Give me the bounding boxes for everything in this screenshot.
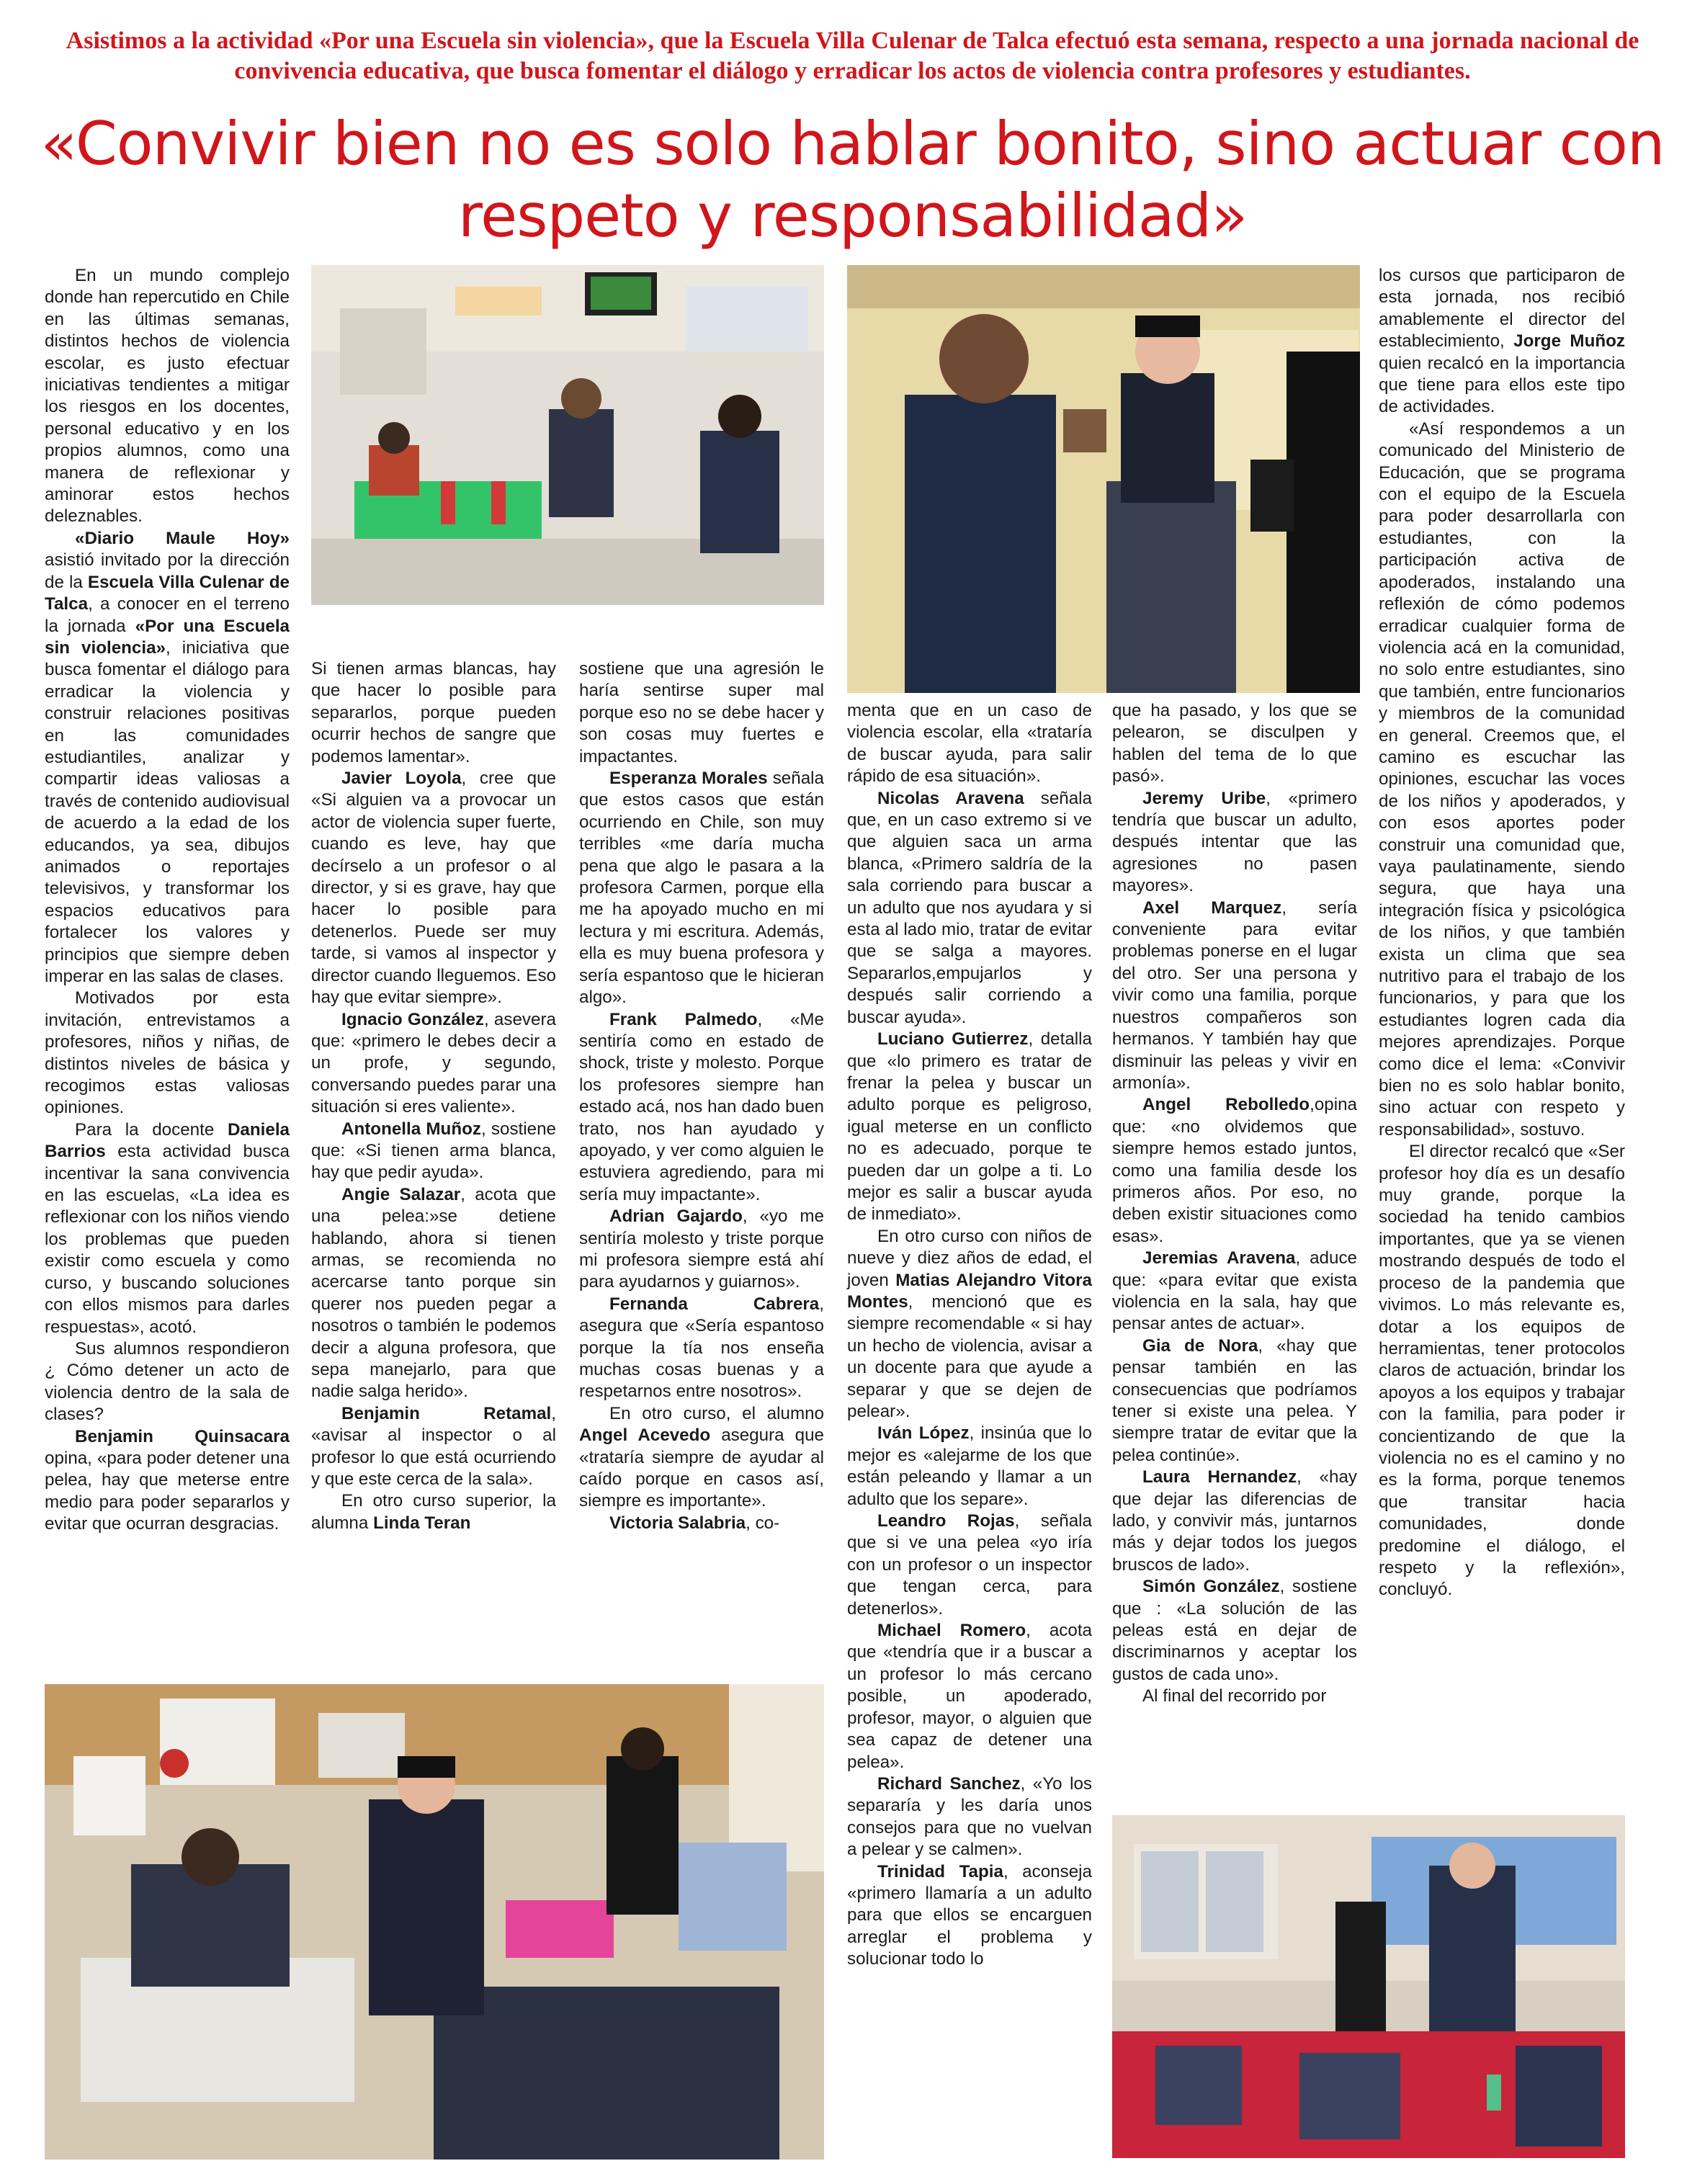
paragraph-text: , detalla que «lo primero es tratar de frenar la pelea y buscar un adulto porque es peligroso, igual meterse en un conflicto no es adecuado, porque te pueden dar un golpe a ti. Lo mejor es salir a buscar ayuda de inmediato». xyxy=(847,1029,1092,1225)
speaker-name: Nicolas Aravena xyxy=(877,788,1024,808)
speaker-name: Simón González xyxy=(1142,1577,1280,1597)
paragraph-text: asegura que «trataría siempre de ayudar al caído porque en casos así, siempre es importante». xyxy=(579,1426,824,1511)
paragraph-text: Al final del recorrido por xyxy=(1142,1686,1327,1706)
kicker: Asistimos a la actividad «Por una Escuela sin violencia», que la Escuela Villa Culenar de Talca efectuó esta semana, respecto a una jornada nacional de convivencia educativa, que busca fomentar el diálogo y erradicar los actos de violencia contra profesores y estudiantes. xyxy=(66,27,1639,84)
paragraph-text: , sería conveniente para evitar problemas ponerse en el lugar del otro. Ser una persona y vivir como una familia, porque nuestros compañeros son hermanos. Y también hay que disminuir las peleas y vivir en armonía». xyxy=(1112,898,1358,1093)
paragraph-text: En otro curso superior, la alumna xyxy=(311,1491,556,1533)
paragraph-text: sostiene que una agresión le haría sentirse super mal porque eso no se debe hacer y son cosas muy fuertes e impactantes. xyxy=(579,659,824,766)
paragraph-text: , aconseja «primero llamaría a un adulto para que ellos se encarguen arreglar el problema y solucionar todo lo xyxy=(847,1861,1092,1969)
paragraph xyxy=(45,1119,290,1338)
speaker-name: Luciano Gutierrez xyxy=(877,1029,1029,1050)
speaker-name: Adrian Gajardo xyxy=(609,1207,743,1227)
paragraph-text: , «hay que dejar las diferencias de lado, y convivir más, juntarnos más y dejar todos los juegos bruscos de lado». xyxy=(1112,1467,1357,1575)
speaker-name: Trinidad Tapia xyxy=(877,1861,1003,1881)
speaker-name: Jeremy Uribe xyxy=(1142,788,1266,808)
article-column-3 xyxy=(579,658,824,1534)
paragraph xyxy=(1112,1467,1357,1576)
paragraph-text: opina, «para poder detener una pelea, hay que meterse entre medio para poder separarlos y evitar que ocurran desgracias. xyxy=(45,1448,290,1534)
paragraph xyxy=(579,1009,824,1207)
paragraph-text: Motivados por esta invitación, entrevistamos a profesores, niños y niñas, de distintos niveles de básica y recogimos estas valiosas opiniones. xyxy=(45,988,290,1118)
paragraph xyxy=(1379,419,1625,1141)
paragraph xyxy=(1112,1248,1357,1335)
speaker-name: Jorge Muñoz xyxy=(1513,331,1625,352)
speaker-name: Jeremias Aravena xyxy=(1142,1248,1296,1268)
paragraph-text: En un mundo complejo donde han repercutido en Chile en las últimas semanas, distintos hechos de violencia escolar, es justo efectuar iniciativas tendientes a mitigar los riesgos en los docentes, personal educativo y en los propios alumnos, como una manera de reflexionar y aminorar estos hechos deleznables. xyxy=(45,266,290,527)
speaker-name: Gia de Nora xyxy=(1142,1335,1258,1356)
paragraph xyxy=(847,1861,1092,1971)
paragraph-text: En otro curso con niños de nueve y diez años de edad, el joven xyxy=(847,1226,1092,1290)
paragraph-text: , «primero tendría que buscar un adulto, después intentar que las agresiones no pasen mayores». xyxy=(1112,788,1357,896)
paragraph xyxy=(1112,1335,1357,1467)
paragraph-text: Para la docente xyxy=(75,1119,228,1140)
paragraph-text: «Así respondemos a un comunicado del Ministerio de Educación, que se programa con el equipo de la Escuela para poder desarrollarla con estudiantes, con la participación activa de apoderados, instalando una reflexión de cómo podemos erradicar cualquier forma de violencia acá en la comunidad, no solo entre estudiantes, sino que también, entre funcionarios y miembros de la comunidad en general. Creemos que, el camino es escuchar las opiniones, escuchar las voces de los niños y apoderados, y con esos aportes poder construir una comunidad que, vaya paulatinamente, siendo segura, que haya una integración física y psicológica de los niños, y que también exista un clima que sea nutritivo para el trabajo de los funcionarios, y para que los estudiantes logren cada dia mejores aprendizajes. Porque como dice el lema: «Convivir bien no es solo hablar bonito, sino actuar con respeto y responsabilidad», sostuvo. xyxy=(1379,419,1625,1140)
paragraph-text: menta que en un caso de violencia escolar, ella «trataría de buscar ayuda, para salir rápido de esa situación». xyxy=(847,701,1092,787)
paragraph-text: esta actividad busca incentivar la sana convivencia en las escuelas, «La idea es reflexionar con los niños viendo los problemas que pueden existir como escuela y como curso, y buscando soluciones con ellos mismos para darles respuestas», acotó. xyxy=(45,1142,290,1337)
article-column-2 xyxy=(311,658,556,1534)
paragraph xyxy=(1112,788,1357,898)
speaker-name: Michael Romero xyxy=(877,1621,1026,1641)
paragraph-text: , «Me sentiría como en estado de shock, triste y molesto. Porque los profesores siempre han estado acá, nos han dado buen trato, nos han ayudado y apoyado, y ver como alguien le estuviera agrediendo, para mi sería muy impactante». xyxy=(579,1009,824,1204)
speaker-name: Angel Rebolledo xyxy=(1142,1095,1310,1115)
paragraph xyxy=(311,1403,556,1491)
speaker-name: Benjamin Retamal xyxy=(341,1403,552,1423)
paragraph-text: que ha pasado, y los que se pelearon, se disculpen y hablen del tema de lo que pasó». xyxy=(1112,701,1357,787)
paragraph-text: los cursos que participaron de esta jornada, nos recibió amablemente el director del establecimiento, xyxy=(1379,266,1625,352)
paragraph xyxy=(847,1423,1092,1511)
paragraph xyxy=(847,700,1092,788)
paragraph xyxy=(847,1511,1092,1620)
speaker-name: Antonella Muñoz xyxy=(341,1119,481,1139)
paragraph xyxy=(311,768,556,1008)
paragraph xyxy=(1112,898,1357,1095)
photo-director-interview xyxy=(847,265,1360,693)
paragraph xyxy=(311,1490,556,1534)
paragraph xyxy=(311,1009,556,1119)
photo-classroom-director-students xyxy=(45,1684,824,2160)
paragraph xyxy=(45,1338,290,1426)
school-name: Escuela Villa Culenar de Talca xyxy=(45,572,290,614)
paragraph-text: señala que estos casos que están ocurriendo en Chile, son muy terribles «me daría mucha pena que algo le pasara a la profesora Carmen, porque ella me ha apoyado mucho en mi lectura y mi escritura. Además, ella es muy buena profesora y sería espantoso que le hicieran algo». xyxy=(579,769,824,1008)
paragraph-text: , co- xyxy=(746,1513,780,1533)
speaker-name: Laura Hernandez xyxy=(1142,1467,1297,1487)
article-column-1 xyxy=(45,265,290,1536)
speaker-name: Axel Marquez xyxy=(1142,898,1282,918)
speaker-name: Leandro Rojas xyxy=(877,1511,1015,1531)
paragraph-text: Sus alumnos respondieron ¿ Cómo detener un acto de violencia dentro de la sala de clases? xyxy=(45,1338,290,1425)
paragraph-text: Si tienen armas blancas, hay que hacer lo posible para separarlos, porque pueden ocurrir hechos de sangre que podemos lamentar». xyxy=(311,659,556,766)
speaker-name: Esperanza Morales xyxy=(609,769,768,789)
paragraph-text: , «yo me sentiría molesto y triste porque mi profesora siempre está ahí para ayudarnos y guiarnos». xyxy=(579,1207,824,1292)
paragraph-text: , «Yo los separaría y les daría unos consejos para que no vuelvan a pelear y se calmen». xyxy=(847,1773,1092,1860)
paragraph-text: , señala que si ve una pelea «yo iría con un profesor o un inspector que tengan cerca, para detenerlos». xyxy=(847,1511,1092,1619)
paragraph-text: , iniciativa que busca fomentar el diálogo para erradicar la violencia y construir relaciones positivas en las comunidades estudiantiles, analizar y compartir ideas valiosas a través de contenido audiovisual de acuerdo a la edad de los educandos, ya sea, dibujos animados o reportajes televisivos, y transformar los espacios educativos para fortalecer los valores y principios que siempre deben imperar en las salas de clases. xyxy=(45,637,290,986)
article-column-4 xyxy=(847,700,1092,1971)
speaker-name: Matias Alejandro Vitora Montes xyxy=(847,1270,1092,1312)
speaker-name: Angie Salazar xyxy=(341,1184,461,1204)
paragraph xyxy=(579,1206,824,1294)
paragraph xyxy=(45,265,290,528)
paragraph-text: , sostiene que : «La solución de las peleas está en dejar de discriminarnos y aceptar los gustos de cada uno». xyxy=(1112,1577,1357,1684)
speaker-name: Frank Palmedo xyxy=(609,1009,758,1029)
headline: «Convivir bien no es solo hablar bonito, sino actuar con respeto y responsabilidad» xyxy=(40,109,1665,251)
paragraph-text: , «hay que pensar también en las consecuencias que podríamos tener si existe una pelea. Y siempre tratar de evitar que la pelea continúe». xyxy=(1112,1335,1358,1465)
paragraph-text: quien recalcó en la importancia que tiene para ellos este tipo de actividades. xyxy=(1379,353,1625,417)
paragraph-text: , mencionó que es siempre recomendable « si hay un hecho de violencia, avisar a un docente para que ayude a separar y que se dejen de pelear». xyxy=(847,1292,1092,1421)
photo-classroom-red-tables xyxy=(1112,1815,1625,2158)
speaker-name: Fernanda Cabrera xyxy=(609,1294,820,1314)
paragraph-text: , «avisar al inspector o al profesor lo que está ocurriendo y que este cerca de la sala». xyxy=(311,1403,556,1490)
paragraph-text: ,opina que: «no olvidemos que siempre hemos estado juntos, como una familia desde los primeros años. Por eso, no deben existir situaciones como esas». xyxy=(1112,1095,1357,1246)
speaker-name: Javier Loyola xyxy=(341,769,462,789)
paragraph xyxy=(1379,265,1625,419)
speaker-name: Daniela Barrios xyxy=(45,1119,290,1162)
speaker-name: Iván López xyxy=(877,1423,970,1444)
paragraph xyxy=(1112,1686,1357,1707)
paragraph xyxy=(1112,1576,1357,1686)
speaker-name: Victoria Salabria xyxy=(609,1513,746,1533)
paragraph xyxy=(1112,1094,1357,1248)
paragraph-text: , aduce que: «para evitar que exista violencia en la sala, hay que pensar antes de actuar». xyxy=(1112,1248,1357,1334)
source-name: «Diario Maule Hoy» xyxy=(75,528,290,548)
paragraph xyxy=(311,658,556,768)
paragraph-text: , acota que una pelea:»se detiene hablando, ahora si tienen armas, se recomienda no acercarse tanto porque sin querer nos pueden pegar a nosotros o también le podemos decir a alguna profesora, que sepa manejarlo, para que nadie salga herido». xyxy=(311,1184,556,1402)
paragraph xyxy=(847,788,1092,1029)
paragraph xyxy=(1112,700,1357,788)
paragraph xyxy=(579,658,824,768)
paragraph xyxy=(45,1426,290,1536)
paragraph-text: , cree que «Si alguien va a provocar un actor de violencia super fuerte, cuando es leve, hay que decírselo a un profesor o al director, y si es grave, hay que hacer lo posible para detenerlos. Puede ser muy tarde, si vamos al inspector y director cuando lleguemos. Eso hay que evitar siempre». xyxy=(311,769,556,1008)
paragraph xyxy=(311,1184,556,1403)
paragraph xyxy=(311,1119,556,1184)
paragraph-text: , a conocer en el terreno la jornada xyxy=(45,594,290,636)
paragraph-text: señala que, en un caso extremo si ve que alguien saca un arma blanca, «Primero saldría de la sala corriendo para buscar a un adulto que nos ayudara y si esta al lado mio, tratar de evitar que se salga a mayores. Separarlos,empujarlos y después salir corriendo a buscar ayuda». xyxy=(847,788,1093,1027)
paragraph-text: El director recalcó que «Ser profesor hoy día es un desafío muy grande, porque la sociedad ha tenido cambios importantes, que ya se vienen mostrando después de todo el proceso de la pandemia que vivimos. Lo más relevante es, dotar a los equipos de herramientas, tener protocolos claros de actuación, brindar los apoyos a los equipos y trabajar con la familia, para poder ir concientizando de que la violencia no es el camino y no es la forma, porque tenemos que transitar hacia comunidades, donde predomine el diálogo, el respeto y la reflexión», concluyó. xyxy=(1379,1142,1625,1600)
paragraph-text: , insinúa que lo mejor es «alejarme de los que están peleando y llamar a un adulto que los separe». xyxy=(847,1423,1092,1509)
paragraph xyxy=(45,988,290,1119)
paragraph-text: asistió invitado por la dirección de la xyxy=(45,550,290,592)
speaker-name: Angel Acevedo xyxy=(579,1426,711,1446)
paragraph-text: En otro curso, el alumno xyxy=(609,1403,824,1423)
paragraph xyxy=(579,1403,824,1513)
paragraph xyxy=(45,528,290,988)
paragraph xyxy=(847,1029,1092,1226)
paragraph xyxy=(1379,1141,1625,1601)
paragraph xyxy=(847,1226,1092,1423)
article-column-5 xyxy=(1112,700,1357,1708)
speaker-name: Ignacio González xyxy=(341,1009,485,1029)
paragraph xyxy=(579,768,824,1008)
paragraph xyxy=(579,1513,824,1534)
speaker-name: Benjamin Quinsacara xyxy=(75,1426,290,1446)
paragraph-text: , asevera que: «primero le debes decir a un profe, y segundo, conversando puedes parar una situación si eres valiente». xyxy=(311,1009,556,1117)
paragraph xyxy=(847,1620,1092,1773)
paragraph-text: , sostiene que: «Si tienen arma blanca, hay que pedir ayuda». xyxy=(311,1119,556,1183)
paragraph xyxy=(579,1294,824,1403)
paragraph-text: , acota que «tendría que ir a buscar a un profesor lo más cercano posible, un apoderado, profesor, mayor, o alguien que sea capaz de detener una pelea». xyxy=(847,1621,1092,1772)
event-name: «Por una Escuela sin violencia» xyxy=(45,616,290,658)
paragraph xyxy=(847,1773,1092,1861)
speaker-name: Richard Sanchez xyxy=(877,1773,1021,1794)
paragraph-text: , asegura que «Sería espantoso porque la tía nos enseña muchas cosas buenas y a respetarnos entre nosotros». xyxy=(579,1294,824,1402)
photo-classroom-green-table xyxy=(311,265,824,605)
speaker-name: Linda Teran xyxy=(373,1513,471,1533)
article-column-6 xyxy=(1379,265,1625,1601)
